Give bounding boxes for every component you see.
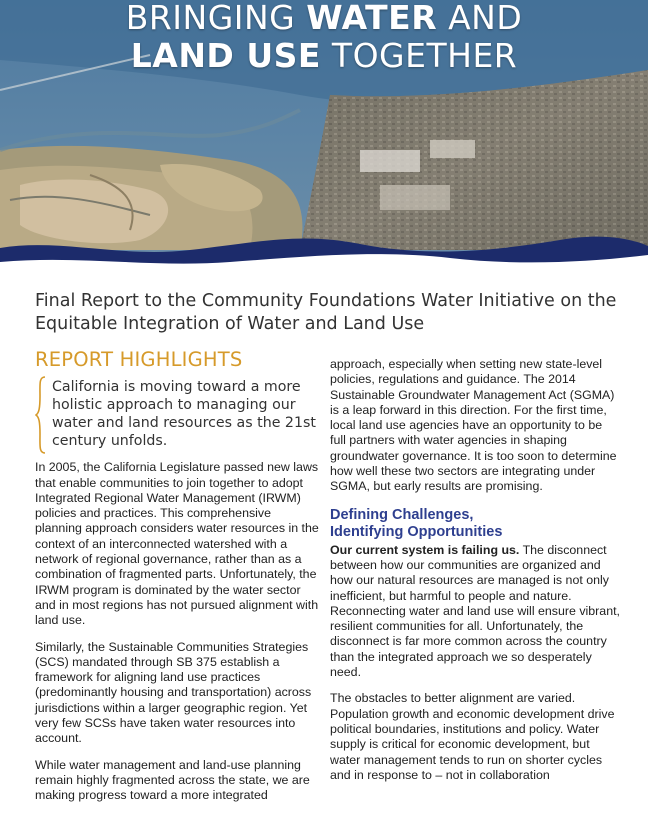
hero-aerial-photo bbox=[0, 0, 648, 278]
title-word-and: AND bbox=[437, 0, 523, 37]
subheading-line-1: Defining Challenges, bbox=[330, 506, 474, 523]
pull-quote-text: California is moving toward a more holistic approach to managing our water and land resources as the 21st century unfolds. bbox=[52, 379, 316, 450]
title-line-1 bbox=[0, 0, 648, 38]
title-word-together: TOGETHER bbox=[320, 36, 518, 75]
report-highlights-heading: REPORT HIGHLIGHTS bbox=[35, 348, 243, 371]
paragraph-scs: Similarly, the Sustainable Communities Strategies (SCS) mandated through SB 375 establish a framework for aligning land use practices (predominantly housing and transportation) across jurisdictions within a larger geographic region. Yet very few SCSs have taken water resources into account. bbox=[35, 639, 312, 746]
report-subtitle: Final Report to the Community Foundations Water Initiative on the Equitable Integration of Water and Land Use bbox=[35, 291, 617, 334]
brace-icon bbox=[35, 376, 47, 454]
title-word-water: WATER bbox=[306, 0, 438, 37]
title-word-bringing: BRINGING bbox=[125, 0, 307, 37]
lead-sentence: Our current system is failing us. bbox=[330, 542, 520, 557]
section-heading-defining-challenges bbox=[330, 507, 620, 541]
right-column bbox=[330, 357, 620, 794]
paragraph-irwm: In 2005, the California Legislature passed new laws that enable communities to join together to adopt Integrated Regional Water Management (IRWM) policies and practices. This comprehensive planning approach considers water resources in the context of an interconnected watershed with a network of regional governance, rather than as a combination of fragmented parts. Unfortunately, the IRWM program is dominated by the water sector and in most regions has not pursued alignment with land use. bbox=[35, 460, 319, 628]
paragraph-sgma: approach, especially when setting new state-level policies, regulations and guidance. The 2014 Sustainable Groundwater Management Act (SGMA) is a leap forward in this direction. For the first time, local land use agencies have an opportunity to be full partners with water agencies in shaping groundwater governance. It is too soon to determine how well these two sectors are integrating under SGMA, but early results are promising. bbox=[330, 357, 617, 494]
paragraph-system-failing-text: The disconnect between how our communities are organized and how our natural resources are managed is not only inefficient, but harmful to people and nature. Reconnecting water and land use will ensure vibrant, resilient communities for all. Unfortunately, the disconnect is far more common across the country than the integrated approach we so desperately need. bbox=[330, 542, 620, 680]
subheading-line-2: Identifying Opportunities bbox=[330, 523, 503, 540]
title-word-land-use: LAND USE bbox=[130, 36, 321, 75]
pull-quote bbox=[35, 378, 321, 450]
title-line-2 bbox=[0, 36, 648, 76]
paragraph-obstacles: The obstacles to better alignment are varied. Population growth and economic development drive political boundaries, institutions and policy. Water supply is critical for economic development, but water management tends to run on shorter cycles and in response to – not in collaboration bbox=[330, 691, 615, 782]
paragraph-system-failing bbox=[330, 543, 620, 681]
left-column bbox=[35, 348, 321, 815]
paragraph-fragmented: While water management and land-use planning remain highly fragmented across the state, we are making progress toward a more integrated bbox=[35, 757, 310, 803]
